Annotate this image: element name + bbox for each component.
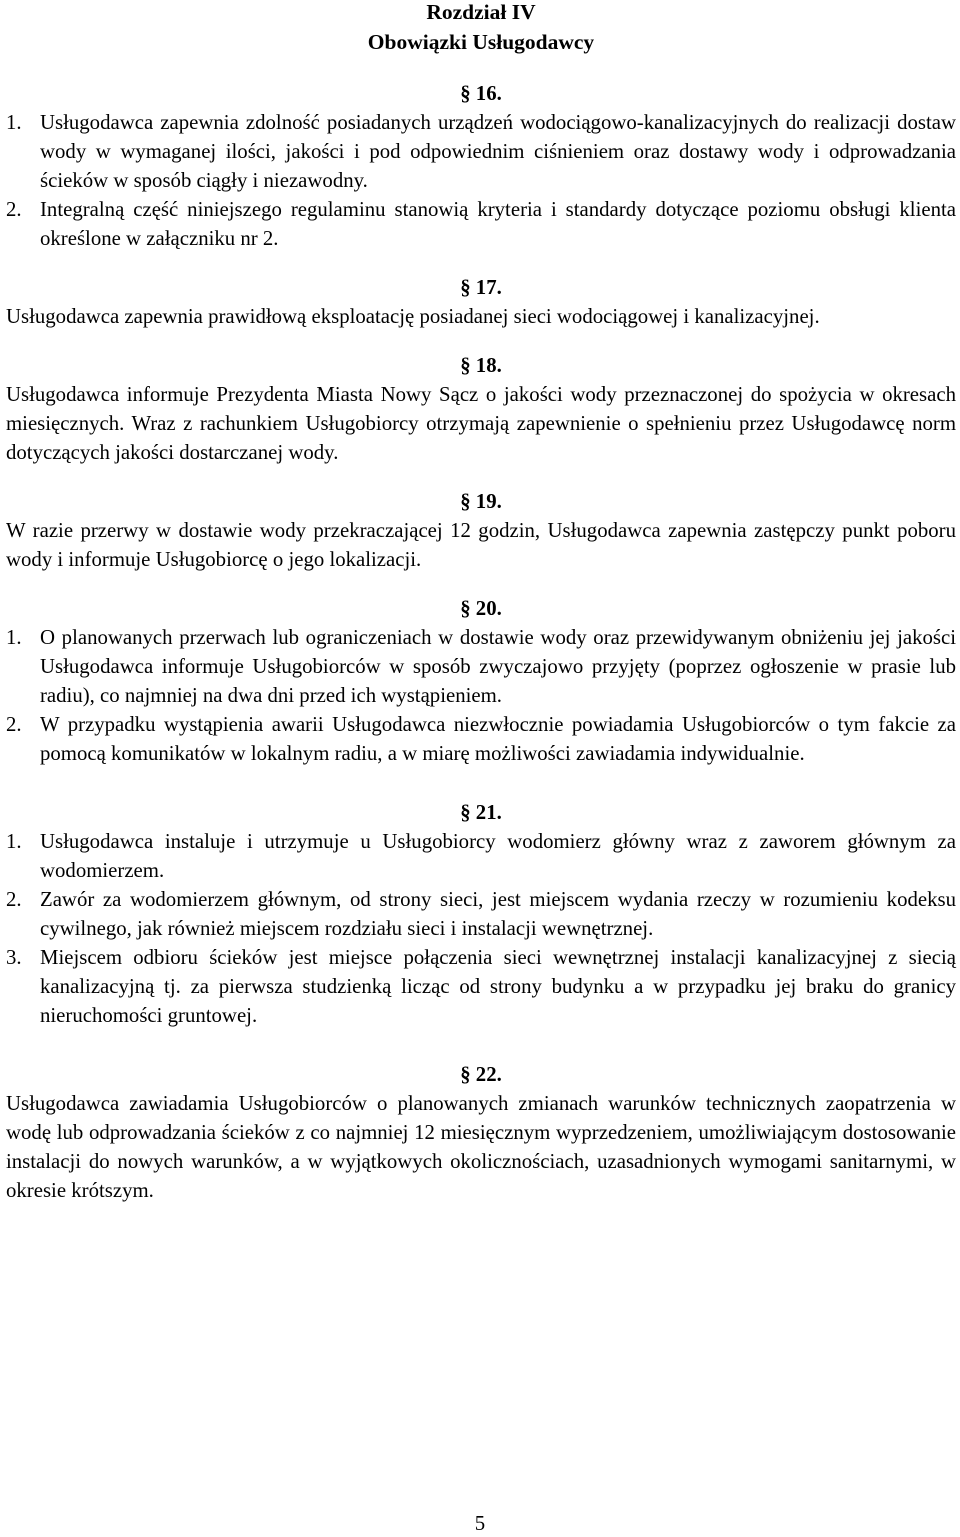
item-text: O planowanych przerwach lub ograniczeniach w dostawie wody oraz przewidywanym obniżeniu jej jakości Usługodawca informuje Usługobiorców w sposób zwyczajowo przyjęty (poprzez ogłoszenie w prasie lub radiu), co najmniej na dwa dni przed ich wystąpieniem. xyxy=(40,626,956,707)
item-text: W przypadku wystąpienia awarii Usługodawca niezwłocznie powiadamia Usługobiorców o tym fakcie za pomocą komunikatów w lokalnym radiu, a w miarę możliwości zawiadamia indywidualnie. xyxy=(40,713,956,765)
item-text: Zawór za wodomierzem głównym, od strony sieci, jest miejscem wydania rzeczy w rozumieniu kodeksu cywilnego, jak również miejscem rozdziału sieci i instalacji wewnętrznej. xyxy=(40,888,956,940)
section-18-heading: § 18. xyxy=(460,354,502,377)
section-20-item-2 xyxy=(6,710,956,768)
section-22-text: Usługodawca zawiadamia Usługobiorców o planowanych zmianach warunków technicznych zaopatrzenia w wodę lub odprowadzania ścieków z co najmniej 12 miesięcznym wyprzedzeniem, umożliwiającym dostosowanie instalacji do nowych warunków, a w wyjątkowych okolicznościach, uzasadnionych wymogami sanitarnymi, w okresie krótszym. xyxy=(6,1092,956,1202)
item-text: Usługodawca zapewnia zdolność posiadanych urządzeń wodociągowo-kanalizacyjnych do realizacji dostaw wody w wymaganej ilości, jakości i pod odpowiednim ciśnieniem oraz dostawy wody i odprowadzania ścieków w sposób ciągły i niezawodny. xyxy=(40,111,956,192)
section-21-item-2 xyxy=(6,885,956,943)
item-number: 2. xyxy=(6,198,22,221)
section-21-item-3 xyxy=(6,943,956,1030)
section-17-text: Usługodawca zapewnia prawidłową eksploatację posiadanej sieci wodociągowej i kanalizacyjnej. xyxy=(6,305,820,328)
section-16-heading: § 16. xyxy=(460,82,502,105)
item-number: 1. xyxy=(6,830,22,853)
item-number: 3. xyxy=(6,946,22,969)
item-number: 2. xyxy=(6,888,22,911)
section-17-heading: § 17. xyxy=(460,276,502,299)
section-20-heading: § 20. xyxy=(460,597,502,620)
page-number: 5 xyxy=(474,1512,486,1535)
item-text: Usługodawca instaluje i utrzymuje u Usługobiorcy wodomierz główny wraz z zaworem głównym za wodomierzem. xyxy=(40,830,956,882)
chapter-number: Rozdział IV xyxy=(426,0,536,24)
section-19-text: W razie przerwy w dostawie wody przekraczającej 12 godzin, Usługodawca zapewnia zastępczy punkt poboru wody i informuje Usługobiorcę o jego lokalizacji. xyxy=(6,519,956,571)
item-text: Miejscem odbioru ścieków jest miejsce połączenia sieci wewnętrznej instalacji kanalizacyjnej z siecią kanalizacyjną tj. za pierwsza studzienką licząc od strony budynku a w przypadku jej braku do granicy nieruchomości gruntowej. xyxy=(40,946,956,1027)
item-number: 1. xyxy=(6,111,22,134)
section-18-text: Usługodawca informuje Prezydenta Miasta Nowy Sącz o jakości wody przeznaczonej do spożycia w okresach miesięcznych. Wraz z rachunkiem Usługobiorcy otrzymają zapewnienie o spełnieniu przez Usługodawcę norm dotyczących jakości dostarczanej wody. xyxy=(6,383,956,464)
section-19-heading: § 19. xyxy=(460,490,502,513)
chapter-title: Obowiązki Usługodawcy xyxy=(367,30,595,54)
section-22-heading: § 22. xyxy=(460,1063,502,1086)
section-21-heading: § 21. xyxy=(460,801,502,824)
section-20-item-1 xyxy=(6,623,956,710)
item-number: 1. xyxy=(6,626,22,649)
item-number: 2. xyxy=(6,713,22,736)
document-page xyxy=(6,0,956,1205)
section-21-item-1 xyxy=(6,827,956,885)
section-16-item-1 xyxy=(6,108,956,195)
item-text: Integralną część niniejszego regulaminu stanowią kryteria i standardy dotyczące poziomu obsługi klienta określone w załączniku nr 2. xyxy=(40,198,956,250)
section-16-item-2 xyxy=(6,195,956,253)
